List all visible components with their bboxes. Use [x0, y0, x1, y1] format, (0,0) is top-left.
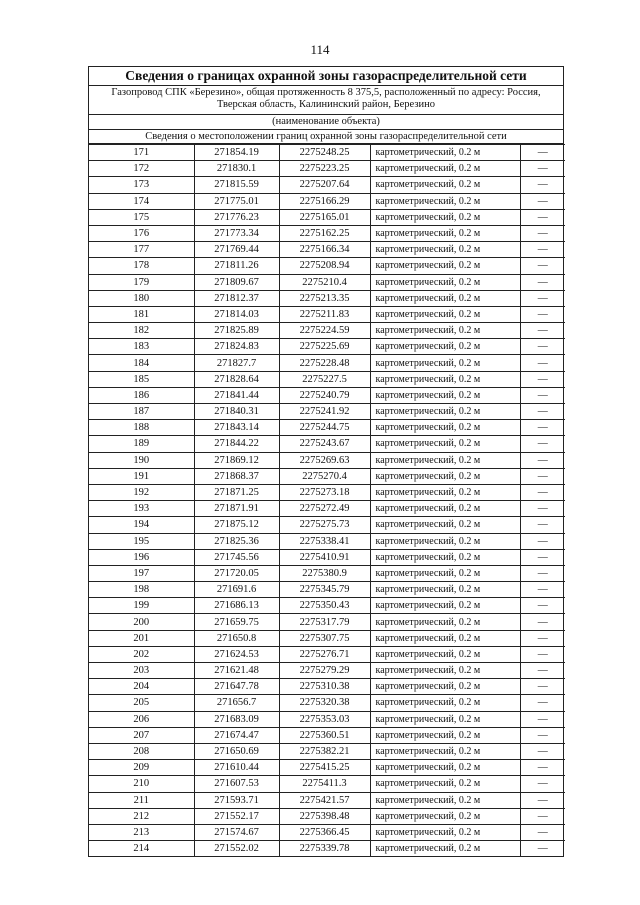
note-cell: — [520, 225, 565, 241]
y-coordinate-cell: 2275307.75 [279, 630, 370, 646]
x-coordinate-cell: 271843.14 [194, 420, 279, 436]
table-row [89, 517, 565, 533]
point-number-cell: 182 [89, 323, 194, 339]
table-row [89, 776, 565, 792]
note-cell: — [520, 679, 565, 695]
method-accuracy-cell: картометрический, 0.2 м [370, 274, 520, 290]
y-coordinate-cell: 2275270.4 [279, 468, 370, 484]
x-coordinate-cell: 271868.37 [194, 468, 279, 484]
y-coordinate-cell: 2275166.34 [279, 242, 370, 258]
table-row [89, 242, 565, 258]
method-accuracy-cell: картометрический, 0.2 м [370, 161, 520, 177]
method-accuracy-cell: картометрический, 0.2 м [370, 501, 520, 517]
method-accuracy-cell: картометрический, 0.2 м [370, 306, 520, 322]
y-coordinate-cell: 2275228.48 [279, 355, 370, 371]
note-cell: — [520, 193, 565, 209]
note-cell: — [520, 663, 565, 679]
point-number-cell: 180 [89, 290, 194, 306]
table-row [89, 679, 565, 695]
table-row [89, 323, 565, 339]
y-coordinate-cell: 2275207.64 [279, 177, 370, 193]
note-cell: — [520, 387, 565, 403]
note-cell: — [520, 452, 565, 468]
method-accuracy-cell: картометрический, 0.2 м [370, 436, 520, 452]
y-coordinate-cell: 2275162.25 [279, 225, 370, 241]
note-cell: — [520, 323, 565, 339]
point-number-cell: 173 [89, 177, 194, 193]
x-coordinate-cell: 271828.64 [194, 371, 279, 387]
x-coordinate-cell: 271844.22 [194, 436, 279, 452]
x-coordinate-cell: 271720.05 [194, 565, 279, 581]
method-accuracy-cell: картометрический, 0.2 м [370, 209, 520, 225]
table-row [89, 274, 565, 290]
table-row [89, 371, 565, 387]
x-coordinate-cell: 271824.83 [194, 339, 279, 355]
y-coordinate-cell: 2275415.25 [279, 760, 370, 776]
point-number-cell: 171 [89, 145, 194, 161]
method-accuracy-cell: картометрический, 0.2 м [370, 824, 520, 840]
x-coordinate-cell: 271650.69 [194, 743, 279, 759]
table-row [89, 646, 565, 662]
point-number-cell: 200 [89, 614, 194, 630]
x-coordinate-cell: 271811.26 [194, 258, 279, 274]
note-cell: — [520, 776, 565, 792]
table-row [89, 161, 565, 177]
note-cell: — [520, 484, 565, 500]
table-row [89, 404, 565, 420]
point-number-cell: 175 [89, 209, 194, 225]
method-accuracy-cell: картометрический, 0.2 м [370, 290, 520, 306]
x-coordinate-cell: 271825.36 [194, 533, 279, 549]
x-coordinate-cell: 271869.12 [194, 452, 279, 468]
x-coordinate-cell: 271659.75 [194, 614, 279, 630]
method-accuracy-cell: картометрический, 0.2 м [370, 387, 520, 403]
note-cell: — [520, 711, 565, 727]
method-accuracy-cell: картометрический, 0.2 м [370, 598, 520, 614]
note-cell: — [520, 727, 565, 743]
x-coordinate-cell: 271773.34 [194, 225, 279, 241]
point-number-cell: 179 [89, 274, 194, 290]
x-coordinate-cell: 271745.56 [194, 549, 279, 565]
y-coordinate-cell: 2275208.94 [279, 258, 370, 274]
method-accuracy-cell: картометрический, 0.2 м [370, 646, 520, 662]
x-coordinate-cell: 271809.67 [194, 274, 279, 290]
y-coordinate-cell: 2275421.57 [279, 792, 370, 808]
method-accuracy-cell: картометрический, 0.2 м [370, 355, 520, 371]
table-row [89, 841, 565, 857]
point-number-cell: 208 [89, 743, 194, 759]
point-number-cell: 211 [89, 792, 194, 808]
table-row [89, 225, 565, 241]
note-cell: — [520, 420, 565, 436]
y-coordinate-cell: 2275240.79 [279, 387, 370, 403]
table-row [89, 452, 565, 468]
x-coordinate-cell: 271775.01 [194, 193, 279, 209]
table-row [89, 549, 565, 565]
point-number-cell: 213 [89, 824, 194, 840]
table-row [89, 792, 565, 808]
y-coordinate-cell: 2275353.03 [279, 711, 370, 727]
boundary-table-sheet [88, 66, 564, 857]
note-cell: — [520, 209, 565, 225]
y-coordinate-cell: 2275411.3 [279, 776, 370, 792]
table-row [89, 484, 565, 500]
note-cell: — [520, 145, 565, 161]
point-number-cell: 204 [89, 679, 194, 695]
y-coordinate-cell: 2275243.67 [279, 436, 370, 452]
point-number-cell: 201 [89, 630, 194, 646]
y-coordinate-cell: 2275166.29 [279, 193, 370, 209]
note-cell: — [520, 565, 565, 581]
x-coordinate-cell: 271607.53 [194, 776, 279, 792]
x-coordinate-cell: 271825.89 [194, 323, 279, 339]
section-heading: Сведения о местоположении границ охранной зоны газораспределительной сети [89, 130, 563, 144]
method-accuracy-cell: картометрический, 0.2 м [370, 242, 520, 258]
y-coordinate-cell: 2275227.5 [279, 371, 370, 387]
table-row [89, 614, 565, 630]
x-coordinate-cell: 271691.6 [194, 582, 279, 598]
note-cell: — [520, 808, 565, 824]
table-row [89, 306, 565, 322]
x-coordinate-cell: 271814.03 [194, 306, 279, 322]
x-coordinate-cell: 271686.13 [194, 598, 279, 614]
note-cell: — [520, 760, 565, 776]
method-accuracy-cell: картометрический, 0.2 м [370, 193, 520, 209]
object-description: Газопровод СПК «Березино», общая протяженность 8 375,5, расположенный по адресу: Россия, Тверская область, Калининский район, Березино [89, 86, 563, 115]
method-accuracy-cell: картометрический, 0.2 м [370, 614, 520, 630]
point-number-cell: 184 [89, 355, 194, 371]
y-coordinate-cell: 2275310.38 [279, 679, 370, 695]
table-row [89, 727, 565, 743]
point-number-cell: 181 [89, 306, 194, 322]
y-coordinate-cell: 2275276.71 [279, 646, 370, 662]
table-row [89, 808, 565, 824]
method-accuracy-cell: картометрический, 0.2 м [370, 630, 520, 646]
y-coordinate-cell: 2275213.35 [279, 290, 370, 306]
x-coordinate-cell: 271674.47 [194, 727, 279, 743]
point-number-cell: 189 [89, 436, 194, 452]
note-cell: — [520, 290, 565, 306]
x-coordinate-cell: 271769.44 [194, 242, 279, 258]
x-coordinate-cell: 271683.09 [194, 711, 279, 727]
y-coordinate-cell: 2275339.78 [279, 841, 370, 857]
table-row [89, 695, 565, 711]
note-cell: — [520, 695, 565, 711]
method-accuracy-cell: картометрический, 0.2 м [370, 420, 520, 436]
method-accuracy-cell: картометрический, 0.2 м [370, 468, 520, 484]
y-coordinate-cell: 2275210.4 [279, 274, 370, 290]
table-row [89, 582, 565, 598]
note-cell: — [520, 824, 565, 840]
y-coordinate-cell: 2275269.63 [279, 452, 370, 468]
x-coordinate-cell: 271621.48 [194, 663, 279, 679]
method-accuracy-cell: картометрический, 0.2 м [370, 792, 520, 808]
y-coordinate-cell: 2275382.21 [279, 743, 370, 759]
note-cell: — [520, 743, 565, 759]
method-accuracy-cell: картометрический, 0.2 м [370, 339, 520, 355]
table-row [89, 743, 565, 759]
x-coordinate-cell: 271830.1 [194, 161, 279, 177]
point-number-cell: 203 [89, 663, 194, 679]
point-number-cell: 186 [89, 387, 194, 403]
table-row [89, 598, 565, 614]
method-accuracy-cell: картометрический, 0.2 м [370, 177, 520, 193]
note-cell: — [520, 371, 565, 387]
note-cell: — [520, 468, 565, 484]
point-number-cell: 193 [89, 501, 194, 517]
coordinates-table [89, 144, 565, 856]
x-coordinate-cell: 271815.59 [194, 177, 279, 193]
method-accuracy-cell: картометрический, 0.2 м [370, 743, 520, 759]
method-accuracy-cell: картометрический, 0.2 м [370, 679, 520, 695]
note-cell: — [520, 177, 565, 193]
point-number-cell: 205 [89, 695, 194, 711]
x-coordinate-cell: 271875.12 [194, 517, 279, 533]
x-coordinate-cell: 271624.53 [194, 646, 279, 662]
point-number-cell: 185 [89, 371, 194, 387]
table-row [89, 436, 565, 452]
point-number-cell: 206 [89, 711, 194, 727]
x-coordinate-cell: 271552.02 [194, 841, 279, 857]
table-row [89, 501, 565, 517]
table-row [89, 258, 565, 274]
note-cell: — [520, 630, 565, 646]
y-coordinate-cell: 2275165.01 [279, 209, 370, 225]
x-coordinate-cell: 271656.7 [194, 695, 279, 711]
table-row [89, 209, 565, 225]
y-coordinate-cell: 2275225.69 [279, 339, 370, 355]
y-coordinate-cell: 2275275.73 [279, 517, 370, 533]
point-number-cell: 198 [89, 582, 194, 598]
x-coordinate-cell: 271574.67 [194, 824, 279, 840]
y-coordinate-cell: 2275366.45 [279, 824, 370, 840]
table-row [89, 533, 565, 549]
table-row [89, 193, 565, 209]
x-coordinate-cell: 271552.17 [194, 808, 279, 824]
note-cell: — [520, 614, 565, 630]
x-coordinate-cell: 271610.44 [194, 760, 279, 776]
point-number-cell: 207 [89, 727, 194, 743]
method-accuracy-cell: картометрический, 0.2 м [370, 258, 520, 274]
point-number-cell: 178 [89, 258, 194, 274]
note-cell: — [520, 436, 565, 452]
y-coordinate-cell: 2275317.79 [279, 614, 370, 630]
method-accuracy-cell: картометрический, 0.2 м [370, 841, 520, 857]
y-coordinate-cell: 2275338.41 [279, 533, 370, 549]
note-cell: — [520, 792, 565, 808]
table-row [89, 290, 565, 306]
point-number-cell: 196 [89, 549, 194, 565]
table-row [89, 420, 565, 436]
point-number-cell: 194 [89, 517, 194, 533]
method-accuracy-cell: картометрический, 0.2 м [370, 663, 520, 679]
table-row [89, 355, 565, 371]
table-row [89, 663, 565, 679]
point-number-cell: 177 [89, 242, 194, 258]
point-number-cell: 174 [89, 193, 194, 209]
object-name-caption: (наименование объекта) [89, 115, 563, 130]
x-coordinate-cell: 271871.25 [194, 484, 279, 500]
point-number-cell: 209 [89, 760, 194, 776]
table-row [89, 177, 565, 193]
y-coordinate-cell: 2275380.9 [279, 565, 370, 581]
x-coordinate-cell: 271776.23 [194, 209, 279, 225]
note-cell: — [520, 533, 565, 549]
x-coordinate-cell: 271812.37 [194, 290, 279, 306]
note-cell: — [520, 339, 565, 355]
method-accuracy-cell: картометрический, 0.2 м [370, 404, 520, 420]
method-accuracy-cell: картометрический, 0.2 м [370, 371, 520, 387]
y-coordinate-cell: 2275279.29 [279, 663, 370, 679]
x-coordinate-cell: 271871.91 [194, 501, 279, 517]
point-number-cell: 210 [89, 776, 194, 792]
table-row [89, 824, 565, 840]
method-accuracy-cell: картометрический, 0.2 м [370, 808, 520, 824]
method-accuracy-cell: картометрический, 0.2 м [370, 760, 520, 776]
point-number-cell: 187 [89, 404, 194, 420]
note-cell: — [520, 582, 565, 598]
method-accuracy-cell: картометрический, 0.2 м [370, 517, 520, 533]
note-cell: — [520, 258, 565, 274]
x-coordinate-cell: 271827.7 [194, 355, 279, 371]
method-accuracy-cell: картометрический, 0.2 м [370, 776, 520, 792]
x-coordinate-cell: 271650.8 [194, 630, 279, 646]
y-coordinate-cell: 2275244.75 [279, 420, 370, 436]
table-row [89, 760, 565, 776]
y-coordinate-cell: 2275320.38 [279, 695, 370, 711]
table-row [89, 387, 565, 403]
method-accuracy-cell: картометрический, 0.2 м [370, 727, 520, 743]
note-cell: — [520, 242, 565, 258]
point-number-cell: 212 [89, 808, 194, 824]
method-accuracy-cell: картометрический, 0.2 м [370, 145, 520, 161]
y-coordinate-cell: 2275272.49 [279, 501, 370, 517]
point-number-cell: 214 [89, 841, 194, 857]
document-title: Сведения о границах охранной зоны газораспределительной сети [89, 67, 563, 86]
note-cell: — [520, 355, 565, 371]
y-coordinate-cell: 2275248.25 [279, 145, 370, 161]
method-accuracy-cell: картометрический, 0.2 м [370, 533, 520, 549]
note-cell: — [520, 646, 565, 662]
y-coordinate-cell: 2275360.51 [279, 727, 370, 743]
y-coordinate-cell: 2275398.48 [279, 808, 370, 824]
table-row [89, 711, 565, 727]
method-accuracy-cell: картометрический, 0.2 м [370, 323, 520, 339]
point-number-cell: 183 [89, 339, 194, 355]
table-row [89, 630, 565, 646]
note-cell: — [520, 161, 565, 177]
note-cell: — [520, 501, 565, 517]
method-accuracy-cell: картометрический, 0.2 м [370, 565, 520, 581]
point-number-cell: 195 [89, 533, 194, 549]
x-coordinate-cell: 271647.78 [194, 679, 279, 695]
y-coordinate-cell: 2275410.91 [279, 549, 370, 565]
x-coordinate-cell: 271854.19 [194, 145, 279, 161]
x-coordinate-cell: 271593.71 [194, 792, 279, 808]
table-row [89, 468, 565, 484]
point-number-cell: 191 [89, 468, 194, 484]
point-number-cell: 188 [89, 420, 194, 436]
note-cell: — [520, 404, 565, 420]
method-accuracy-cell: картометрический, 0.2 м [370, 711, 520, 727]
y-coordinate-cell: 2275211.83 [279, 306, 370, 322]
note-cell: — [520, 274, 565, 290]
y-coordinate-cell: 2275223.25 [279, 161, 370, 177]
note-cell: — [520, 841, 565, 857]
y-coordinate-cell: 2275350.43 [279, 598, 370, 614]
note-cell: — [520, 549, 565, 565]
method-accuracy-cell: картометрический, 0.2 м [370, 695, 520, 711]
table-row [89, 565, 565, 581]
point-number-cell: 176 [89, 225, 194, 241]
point-number-cell: 202 [89, 646, 194, 662]
point-number-cell: 197 [89, 565, 194, 581]
point-number-cell: 172 [89, 161, 194, 177]
method-accuracy-cell: картометрический, 0.2 м [370, 484, 520, 500]
page-number: 114 [310, 42, 330, 57]
method-accuracy-cell: картометрический, 0.2 м [370, 452, 520, 468]
note-cell: — [520, 598, 565, 614]
point-number-cell: 199 [89, 598, 194, 614]
y-coordinate-cell: 2275273.18 [279, 484, 370, 500]
table-row [89, 339, 565, 355]
note-cell: — [520, 517, 565, 533]
table-row [89, 145, 565, 161]
y-coordinate-cell: 2275224.59 [279, 323, 370, 339]
y-coordinate-cell: 2275345.79 [279, 582, 370, 598]
x-coordinate-cell: 271840.31 [194, 404, 279, 420]
x-coordinate-cell: 271841.44 [194, 387, 279, 403]
point-number-cell: 192 [89, 484, 194, 500]
y-coordinate-cell: 2275241.92 [279, 404, 370, 420]
method-accuracy-cell: картометрический, 0.2 м [370, 549, 520, 565]
method-accuracy-cell: картометрический, 0.2 м [370, 225, 520, 241]
point-number-cell: 190 [89, 452, 194, 468]
note-cell: — [520, 306, 565, 322]
method-accuracy-cell: картометрический, 0.2 м [370, 582, 520, 598]
